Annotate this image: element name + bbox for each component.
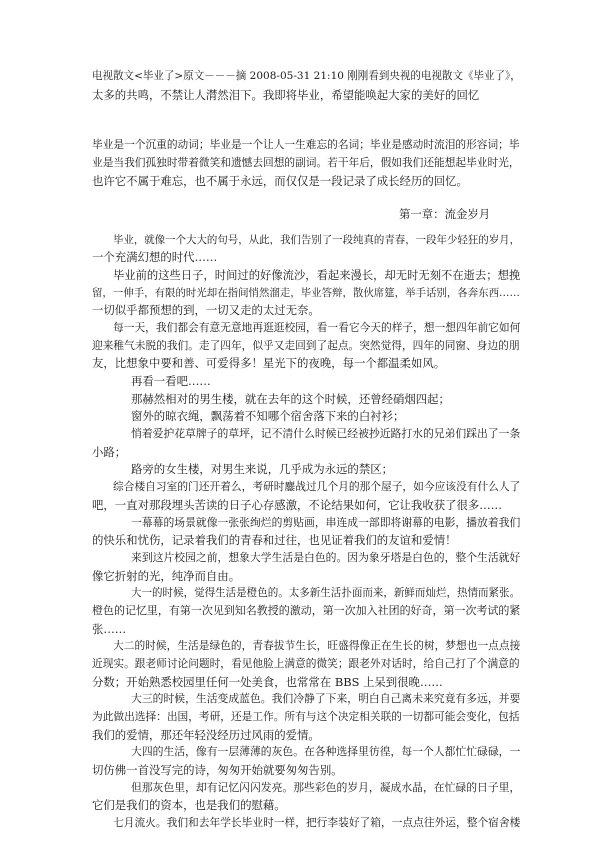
body-line: 七月流火。我们和去年学长毕业时一样，把行李装好了箱，一点点往外运，整个宿舍楼 (113, 816, 521, 829)
body-line: 那赫然相对的男生楼，就在去年的这个时候，还曾经硝烟四起； (131, 392, 450, 406)
body-line: 迎来稚气未脱的我们。走了四年，似乎又走回到了起点。突然觉得，四年的同窗、身边的朋 (92, 339, 520, 352)
body-line: 它们是我们的资本，也是我们的慰藉。 (92, 798, 286, 812)
body-line: 一幕幕的场景就像一张张绚烂的剪贴画，串连成一部即将谢幕的电影，播放着我们 (131, 516, 521, 529)
body-line: 毕业，就像一个大大的句号，从此，我们告别了一段纯真的青春，一段年少轻狂的岁月， (113, 234, 521, 246)
intro-line-1: 毕业是一个沉重的动词；毕业是一个让人一生难忘的名词；毕业是感动时流泪的形容词；毕 (92, 138, 520, 151)
body-line: 切仿佛一首没写完的诗，匆匆开始就要匆匆告别。 (92, 763, 343, 777)
body-line: 我们的爱情，那还年轻没经历过风雨的爱情。 (92, 728, 320, 742)
body-line: 但那灰色里，却有记忆闪闪发亮。那些彩色的岁月，凝成水晶，在忙碌的日子里， (131, 781, 521, 794)
body-line: 像它折射的光，纯净而自由。 (92, 569, 241, 583)
body-line: 综合楼自习室的门还开着么，考研时鏖战过几个月的那个屋子，如今应该没有什么人了 (113, 480, 521, 493)
body-line: 大三的时候，生活变成蓝色。我们冷静了下来，明白自己离未来究竟有多远，并要 (131, 692, 521, 705)
body-line: 毕业前的这些日子，时间过的好像流沙，看起来漫长，却无时无刻不在逝去；想挽 (113, 268, 521, 282)
body-line: 小路； (92, 445, 127, 459)
body-line: 为此做出选择：出国，考研，还是工作。所有与这个决定相关联的一切都可能会变化，包括 (92, 710, 520, 723)
header-line-2: 太多的共鸣，不禁让人潸然泪下。我即将毕业，希望能唤起大家的美好的回忆 (92, 88, 480, 102)
body-line: 橙色的记忆里，有第一次见到知名教授的激动，第一次加入社团的好奇，第一次考试的紧 (92, 604, 521, 617)
body-line: 近现实。跟老师讨论问题时，看见他脸上满意的微笑；跟老外对话时，给自己打了个满意的 (92, 657, 520, 670)
body-line: 大二的时候，生活是绿色的，青春拔节生长，旺盛得像正在生长的树，梦想也一点点接 (113, 639, 521, 652)
header-line-1: 电视散文<毕业了>原文－－－摘 2008-05-31 21:10 刚刚看到央视的电视散文《毕业了》， (92, 70, 521, 82)
body-line: 分数；开始熟悉校园里任何一处美食，也常常在 BBS 上呆到很晚…… (92, 675, 443, 689)
body-line: 一切似乎都预想的到，一切又走的太过无奈。 (92, 303, 320, 317)
body-line: 一个充满幻想的时代…… (92, 250, 218, 264)
body-line: 路旁的女生楼，对男生来说，几乎成为永远的禁区； (131, 462, 393, 476)
body-line: 悄着爱护花草牌子的草坪，记不清什么时候已经被抄近路打水的兄弟们踩出了一条 (131, 427, 521, 440)
body-line: 的快乐和忧伤，记录着我们的青春和过往，也见证着我们的友谊和爱情！ (92, 533, 457, 547)
body-line: 窗外的晾衣绳，飘荡着不知哪个宿舍落下来的白衬衫； (131, 409, 405, 423)
intro-line-3: 也许它不属于难忘，也不属于永远，而仅仅是一段记录了成长经历的回忆。 (92, 174, 468, 188)
body-line: 留，一伸手，有限的时光却在指间悄然溜走，毕业答辩，散伙席筵，举手话别，各奔东西…… (92, 287, 520, 299)
body-line: 大四的生活，像有一层薄薄的灰色。在各种选择里彷徨，每一个人都忙忙碌碌，一 (131, 745, 521, 758)
body-line: 张…… (92, 622, 127, 636)
body-line: 每一天，我们都会有意无意地再逛逛校园，看一看它今天的样子，想一想四年前它如何 (113, 321, 521, 334)
body-line: 再看一看吧…… (131, 374, 211, 388)
body-line: 友，比想象中要和善、可爱得多！星光下的夜晚，每一个都温柔如风。 (92, 356, 446, 370)
intro-line-2: 业是当我们孤独时带着微笑和遗憾去回想的副词。若干年后，假如我们还能想起毕业时光， (92, 156, 520, 169)
body-line: 大一的时候，觉得生活是橙色的。太多新生活扑面而来，新鲜而灿烂，热情而紧张。 (131, 587, 521, 599)
body-line: 吧，一直对那段埋头苦读的日子心存感激，不论结果如何，它让我收获了很多…… (92, 498, 503, 512)
body-line: 来到这片校园之前，想象大学生活是白色的。因为象牙塔是白色的，整个生活就好 (131, 551, 521, 564)
chapter-title: 第一章：流金岁月 (399, 207, 491, 221)
